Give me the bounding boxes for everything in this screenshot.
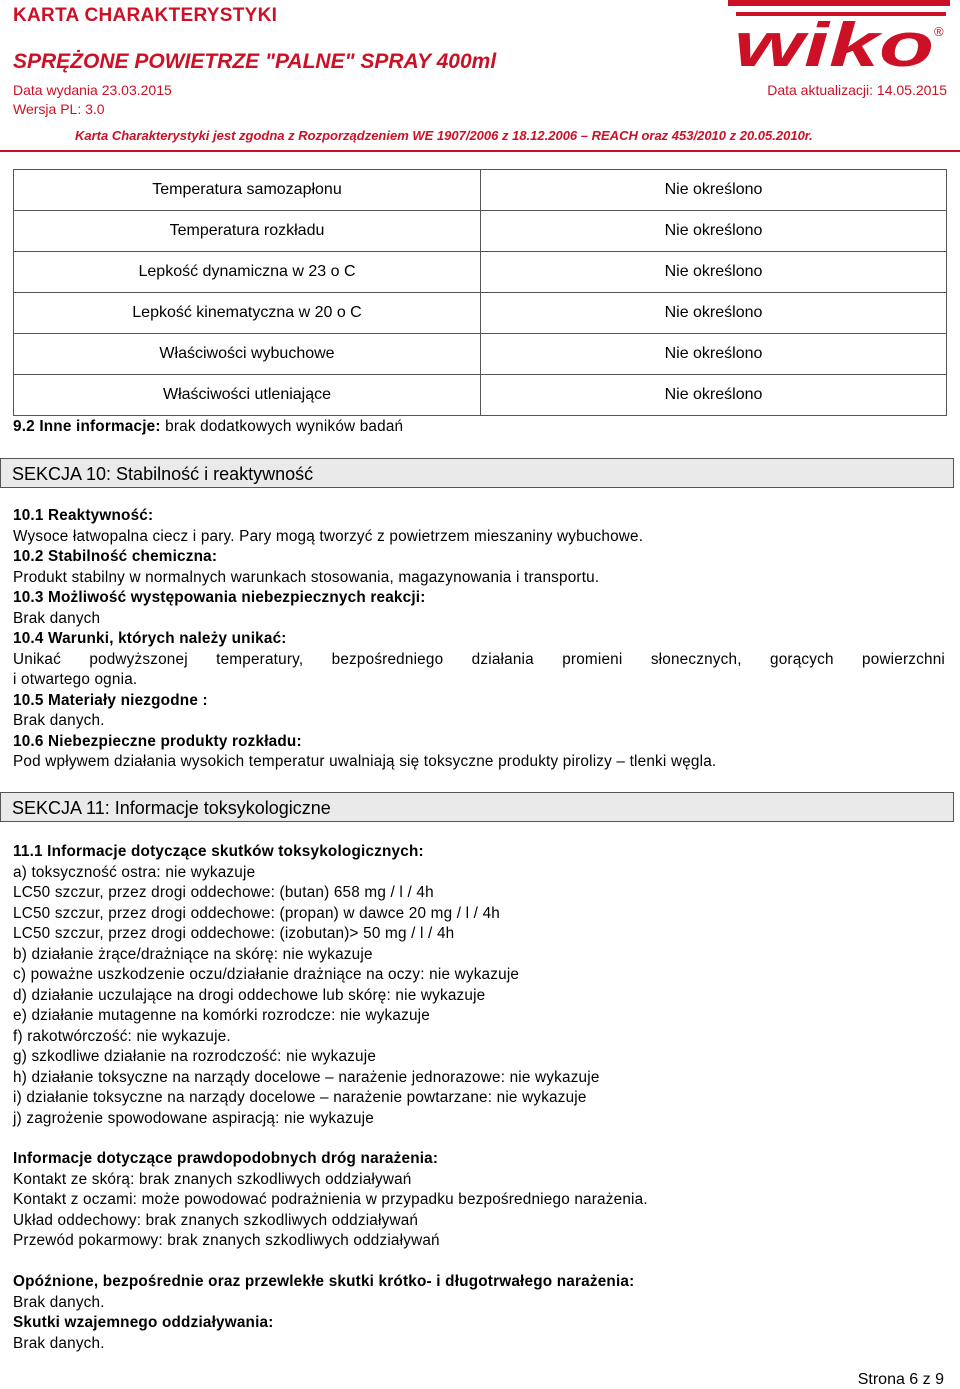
list-item: g) szkodliwe działanie na rozrodczość: nie wykazuje: [13, 1048, 377, 1065]
s10-5-heading: 10.5 Materiały niezgodne :: [13, 691, 208, 709]
property-value: Nie określono: [481, 170, 947, 211]
regulation-note: Karta Charakterystyki jest zgodna z Rozporządzeniem WE 1907/2006 z 18.12.2006 – REACH oraz 453/2010 z 20.05.2010r.: [75, 128, 813, 143]
property-value: Nie określono: [481, 375, 947, 416]
list-item: Przewód pokarmowy: brak znanych szkodliwych oddziaływań: [13, 1232, 440, 1249]
table-row: [14, 293, 947, 334]
version: Wersja PL: 3.0: [13, 101, 105, 117]
interaction-effects-heading: Skutki wzajemnego oddziaływania:: [13, 1314, 274, 1331]
s10-2-text: Produkt stabilny w normalnych warunkach stosowania, magazynowania i transportu.: [13, 568, 600, 586]
s10-3-text: Brak danych: [13, 609, 101, 627]
s10-6-text: Pod wpływem działania wysokich temperatur uwalniają się toksyczne produkty pirolizy – tlenki węgla.: [13, 753, 717, 770]
list-item: i) działanie toksyczne na narządy docelowe – narażenie powtarzane: nie wykazuje: [13, 1089, 587, 1106]
s10-6-heading: 10.6 Niebezpieczne produkty rozkładu:: [13, 732, 302, 750]
property-label: Temperatura samozapłonu: [14, 170, 481, 211]
property-label: Temperatura rozkładu: [14, 211, 481, 252]
delayed-effects: [13, 1272, 634, 1354]
section-9-2-heading: 9.2 Inne informacje:: [13, 418, 161, 435]
table-row: [14, 334, 947, 375]
list-item: LC50 szczur, przez drogi oddechowe: (propan) w dawce 20 mg / l / 4h: [13, 904, 500, 922]
document-header: [13, 0, 947, 124]
wiko-logo: [728, 0, 950, 70]
list-item: b) działanie żrące/drażniące na skórę: nie wykazuje: [13, 945, 373, 963]
update-date: Data aktualizacji: 14.05.2015: [767, 82, 947, 98]
list-item: f) rakotwórczość: nie wykazuje.: [13, 1027, 231, 1045]
s11-1-heading: 11.1 Informacje dotyczące skutków toksykologicznych:: [13, 843, 424, 860]
property-label: Lepkość dynamiczna w 23 o C: [14, 252, 481, 293]
logo-text: wiko: [734, 11, 934, 70]
list-item: h) działanie toksyczne na narządy docelowe – narażenie jednorazowe: nie wykazuje: [13, 1068, 600, 1086]
doc-title: KARTA CHARAKTERYSTYKI: [13, 5, 278, 26]
table-row: [14, 252, 947, 293]
exposure-routes: [13, 1149, 648, 1252]
section-11-body: [13, 842, 600, 1129]
section-11-title: SEKCJA 11: Informacje toksykologiczne: [0, 792, 954, 822]
logo-registered: ®: [934, 24, 944, 39]
s10-2-heading: 10.2 Stabilność chemiczna:: [13, 548, 218, 565]
section-10-body: [13, 506, 945, 773]
interaction-effects-text: Brak danych.: [13, 1334, 105, 1352]
list-item: j) zagrożenie spowodowane aspiracją: nie wykazuje: [13, 1109, 374, 1127]
list-item: Kontakt z oczami: może powodować podrażnienia w przypadku bezpośredniego narażenia.: [13, 1191, 648, 1208]
property-label: Lepkość kinematyczna w 20 o C: [14, 293, 481, 334]
delayed-effects-text: Brak danych.: [13, 1293, 105, 1311]
property-value: Nie określono: [481, 211, 947, 252]
table-row: [14, 375, 947, 416]
list-item: d) działanie uczulające na drogi oddechowe lub skórę: nie wykazuje: [13, 986, 486, 1004]
s10-4-text-line1: Unikać podwyższonej temperatury, bezpośredniego działania promieni słonecznych, gorących powierzchni: [13, 650, 945, 668]
list-item: Układ oddechowy: brak znanych szkodliwych oddziaływań: [13, 1211, 419, 1229]
list-item: a) toksyczność ostra: nie wykazuje: [13, 863, 256, 881]
table-row: [14, 211, 947, 252]
property-label: Właściwości utleniające: [14, 375, 481, 416]
s10-4-heading: 10.4 Warunki, których należy unikać:: [13, 630, 287, 647]
section-10-title: SEKCJA 10: Stabilność i reaktywność: [0, 458, 954, 488]
list-item: e) działanie mutagenne na komórki rozrodcze: nie wykazuje: [13, 1007, 430, 1024]
list-item: LC50 szczur, przez drogi oddechowe: (izobutan)> 50 mg / l / 4h: [13, 925, 455, 942]
property-label: Właściwości wybuchowe: [14, 334, 481, 375]
delayed-effects-heading: Opóźnione, bezpośrednie oraz przewlekłe skutki krótko- i długotrwałego narażenia:: [13, 1273, 635, 1290]
product-name: SPRĘŻONE POWIETRZE "PALNE" SPRAY 400ml: [13, 50, 497, 73]
section-9-2: [13, 417, 403, 438]
issue-date: Data wydania 23.03.2015: [13, 82, 172, 98]
list-item: c) poważne uszkodzenie oczu/działanie drażniące na oczy: nie wykazuje: [13, 966, 520, 983]
property-value: Nie określono: [481, 252, 947, 293]
list-item: Kontakt ze skórą: brak znanych szkodliwych oddziaływań: [13, 1170, 412, 1188]
property-value: Nie określono: [481, 293, 947, 334]
properties-table: [13, 169, 947, 416]
section-9-2-text: brak dodatkowych wyników badań: [160, 418, 404, 435]
property-value: Nie określono: [481, 334, 947, 375]
s10-3-heading: 10.3 Możliwość występowania niebezpiecznych reakcji:: [13, 589, 426, 606]
table-row: [14, 170, 947, 211]
header-divider: [0, 150, 960, 152]
list-item: LC50 szczur, przez drogi oddechowe: (butan) 658 mg / l / 4h: [13, 884, 434, 901]
s10-1-text: Wysoce łatwopalna ciecz i pary. Pary mogą tworzyć z powietrzem mieszaniny wybuchowe.: [13, 527, 644, 545]
exposure-routes-heading: Informacje dotyczące prawdopodobnych dróg narażenia:: [13, 1150, 439, 1167]
s10-1-heading: 10.1 Reaktywność:: [13, 507, 154, 524]
s10-5-text: Brak danych.: [13, 712, 105, 729]
s10-4-text-line2: i otwartego ognia.: [13, 671, 138, 688]
page-number: Strona 6 z 9: [857, 1371, 944, 1388]
